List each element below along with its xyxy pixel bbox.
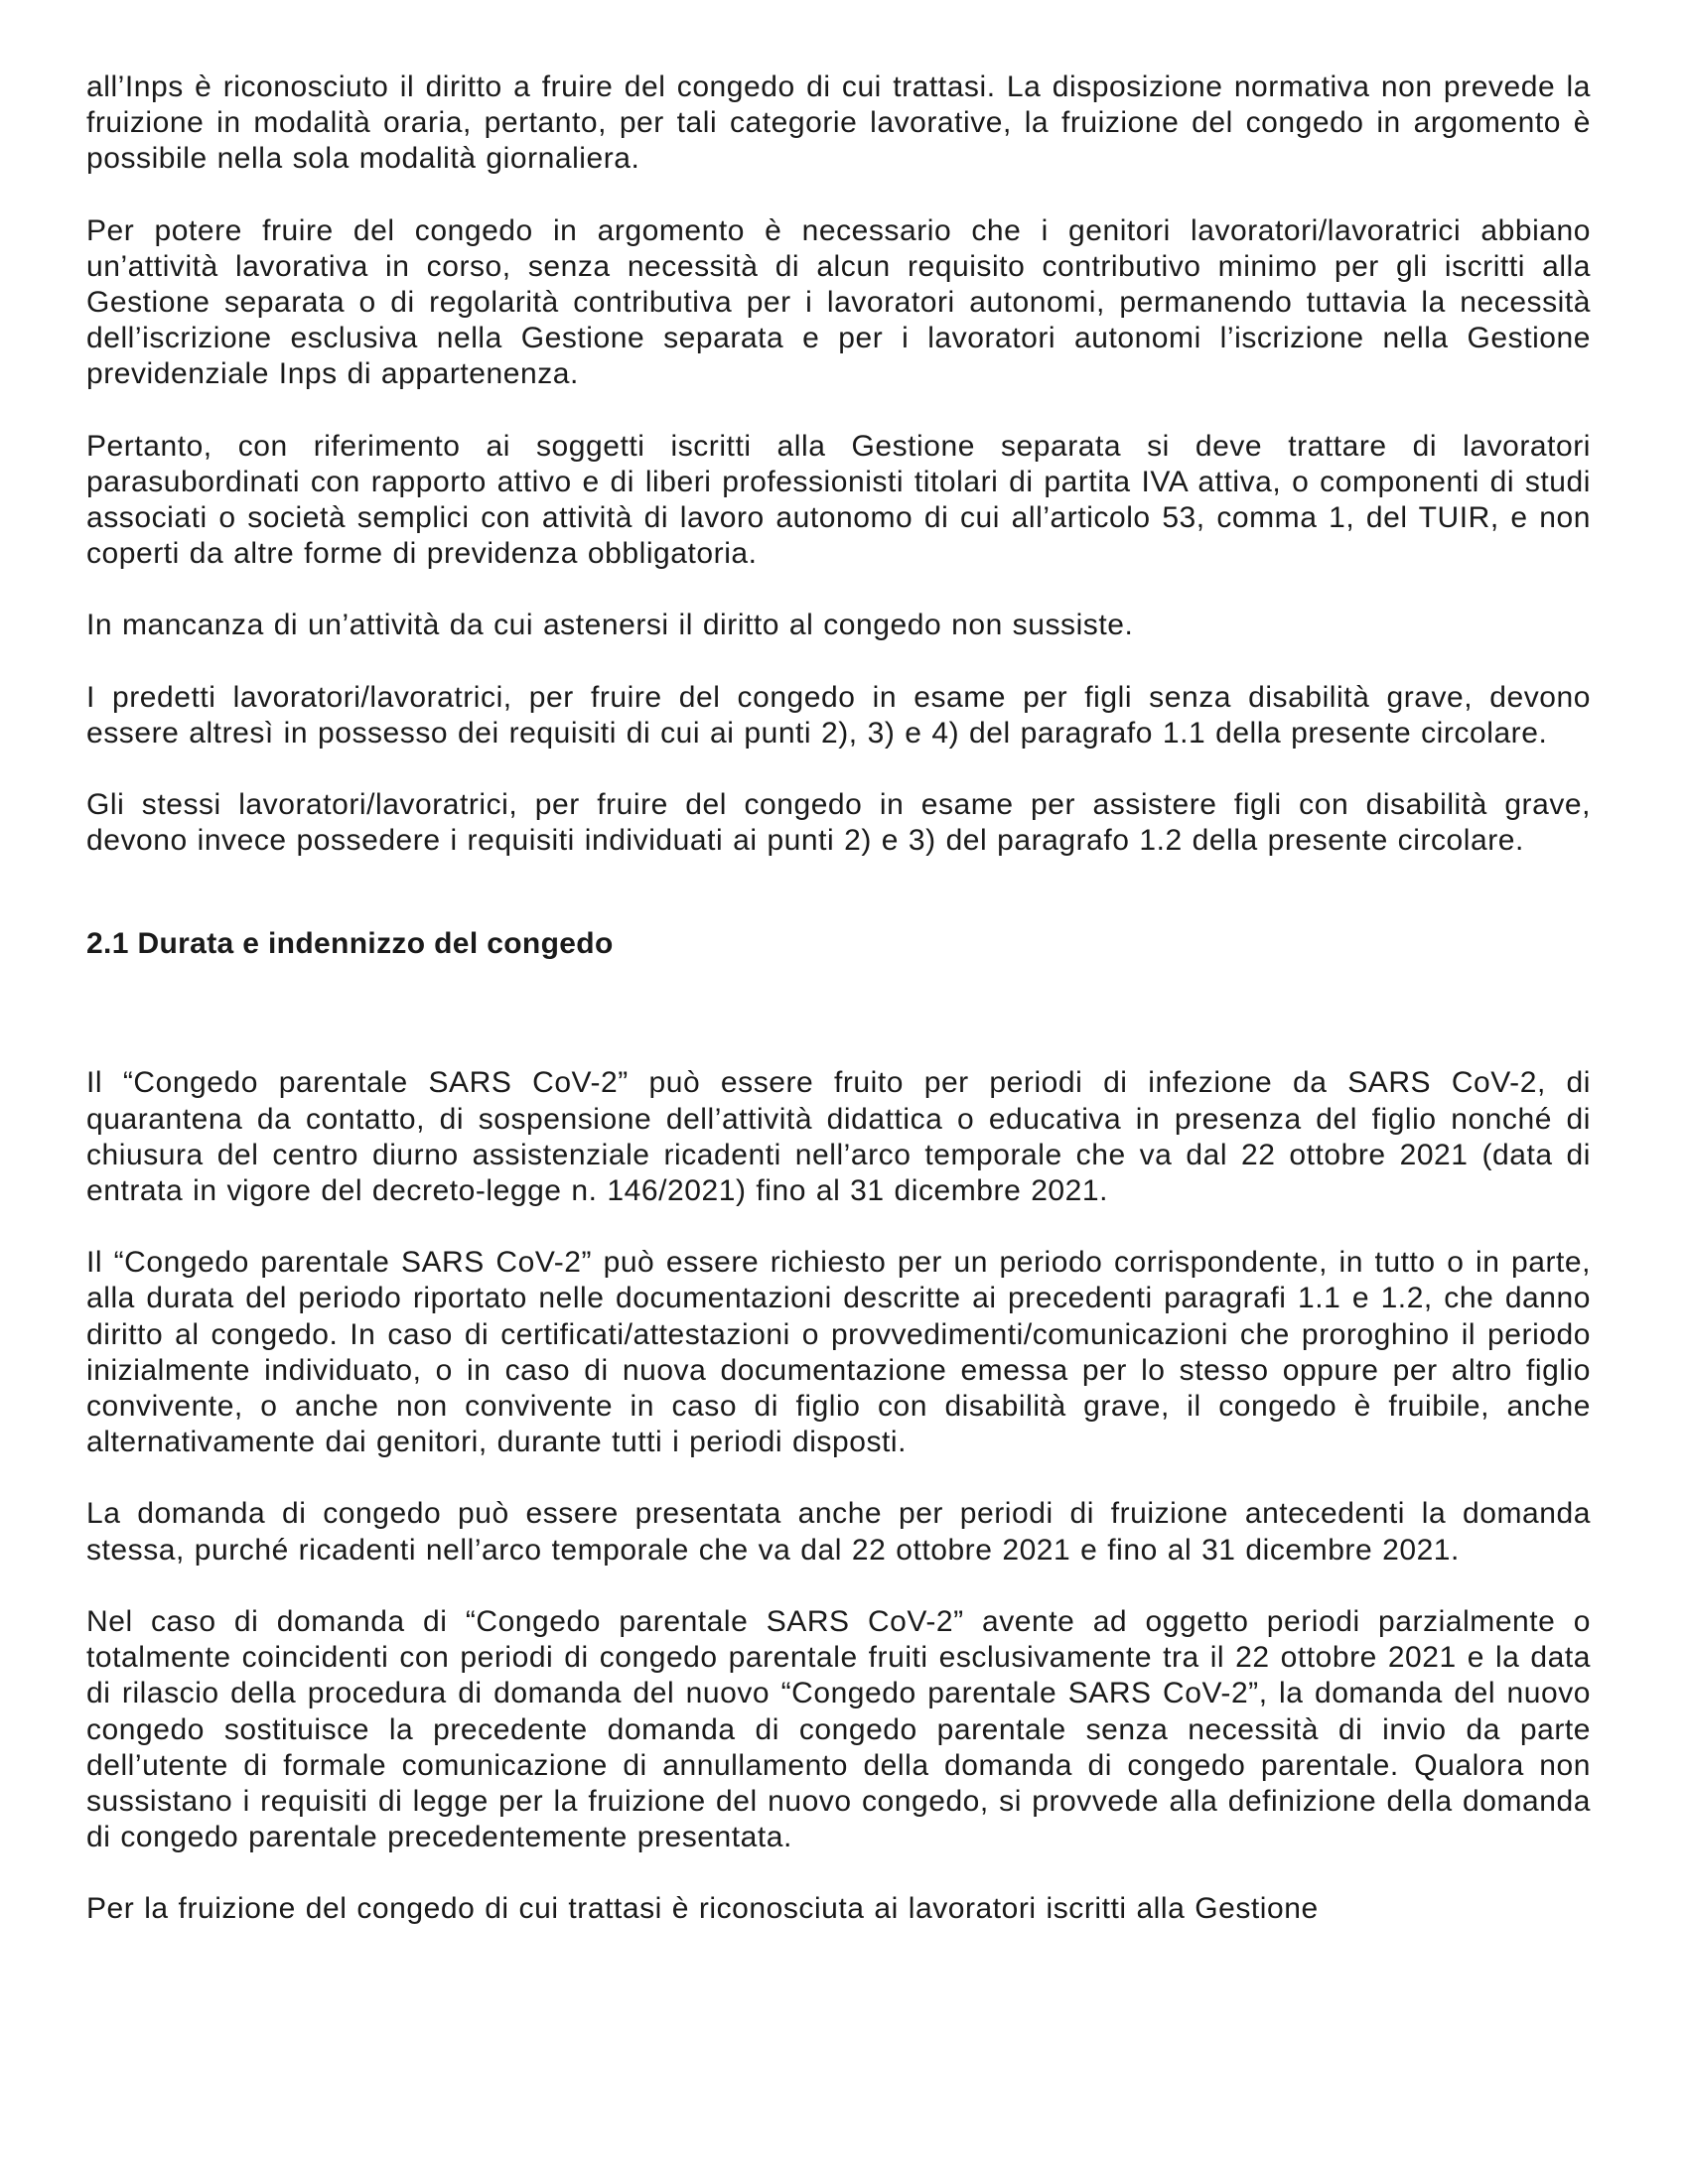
paragraph: Il “Congedo parentale SARS CoV-2” può essere fruito per periodi di infezione da SARS CoV-2, di quarantena da contatto, di sospensione dell’attività didattica o educativa in presenza del figlio nonché di chiusura del centro diurno assistenziale ricadenti nell’arco temporale che va dal 22 ottobre 2021 (data di entrata in vigore del decreto-legge n. 146/2021) fino al 31 dicembre 2021. bbox=[86, 1066, 1591, 1208]
paragraph: Per potere fruire del congedo in argomento è necessario che i genitori lavoratori/lavoratrici abbiano un’attività lavorativa in corso, senza necessità di alcun requisito contributivo minimo per gli iscritti alla Gestione separata o di regolarità contributiva per i lavoratori autonomi, permanendo tuttavia la necessità dell’iscrizione esclusiva nella Gestione separata e per i lavoratori autonomi l’iscrizione nella Gestione previdenziale Inps di appartenenza. bbox=[86, 213, 1591, 391]
paragraph: I predetti lavoratori/lavoratrici, per fruire del congedo in esame per figli senza disabilità grave, devono essere altresì in possesso dei requisiti di cui ai punti 2), 3) e 4) del paragrafo 1.1 della presente circolare. bbox=[86, 680, 1591, 750]
paragraph: Per la fruizione del congedo di cui trattasi è riconosciuta ai lavoratori iscritti alla Gestione bbox=[86, 1892, 1319, 1926]
paragraph: Gli stessi lavoratori/lavoratrici, per fruire del congedo in esame per assistere figli con disabilità grave, devono invece possedere i requisiti individuati ai punti 2) e 3) del paragrafo 1.2 della presente circolare. bbox=[86, 788, 1591, 858]
paragraph: Il “Congedo parentale SARS CoV-2” può essere richiesto per un periodo corrispondente, in tutto o in parte, alla durata del periodo riportato nelle documentazioni descritte ai precedenti paragrafi 1.1 e 1.2, che danno diritto al congedo. In caso di certificati/attestazioni o provvedimenti/comunicazioni che proroghino il periodo inizialmente individuato, o in caso di nuova documentazione emessa per lo stesso oppure per altro figlio convivente, o anche non convivente in caso di figlio con disabilità grave, il congedo è fruibile, anche alternativamente dai genitori, durante tutti i periodi disposti. bbox=[86, 1246, 1591, 1459]
paragraph: La domanda di congedo può essere presentata anche per periodi di fruizione antecedenti la domanda stessa, purché ricadenti nell’arco temporale che va dal 22 ottobre 2021 e fino al 31 dicembre 2021. bbox=[86, 1497, 1591, 1567]
paragraph: In mancanza di un’attività da cui astenersi il diritto al congedo non sussiste. bbox=[86, 609, 1134, 642]
paragraph: all’Inps è riconosciuto il diritto a fruire del congedo di cui trattasi. La disposizione normativa non prevede la fruizione in modalità oraria, pertanto, per tali categorie lavorative, la fruizione del congedo in argomento è possibile nella sola modalità giornaliera. bbox=[86, 70, 1591, 176]
paragraph: Nel caso di domanda di “Congedo parentale SARS CoV-2” avente ad oggetto periodi parzialmente o totalmente coincidenti con periodi di congedo parentale fruiti esclusivamente tra il 22 ottobre 2021 e la data di rilascio della procedura di domanda del nuovo “Congedo parentale SARS CoV-2”, la domanda del nuovo congedo sostituisce la precedente domanda di congedo parentale senza necessità di invio da parte dell’utente di formale comunicazione di annullamento della domanda di congedo parentale. Qualora non sussistano i requisiti di legge per la fruizione del nuovo congedo, si provvede alla definizione della domanda di congedo parentale precedentemente presentata. bbox=[86, 1604, 1591, 1854]
section-heading: 2.1 Durata e indennizzo del congedo bbox=[86, 927, 614, 961]
document-page bbox=[86, 69, 1591, 1964]
paragraph: Pertanto, con riferimento ai soggetti iscritti alla Gestione separata si deve trattare di lavoratori parasubordinati con rapporto attivo e di liberi professionisti titolari di partita IVA attiva, o componenti di studi associati o società semplici con attività di lavoro autonomo di cui all’articolo 53, comma 1, del TUIR, e non coperti da altre forme di previdenza obbligatoria. bbox=[86, 429, 1591, 571]
